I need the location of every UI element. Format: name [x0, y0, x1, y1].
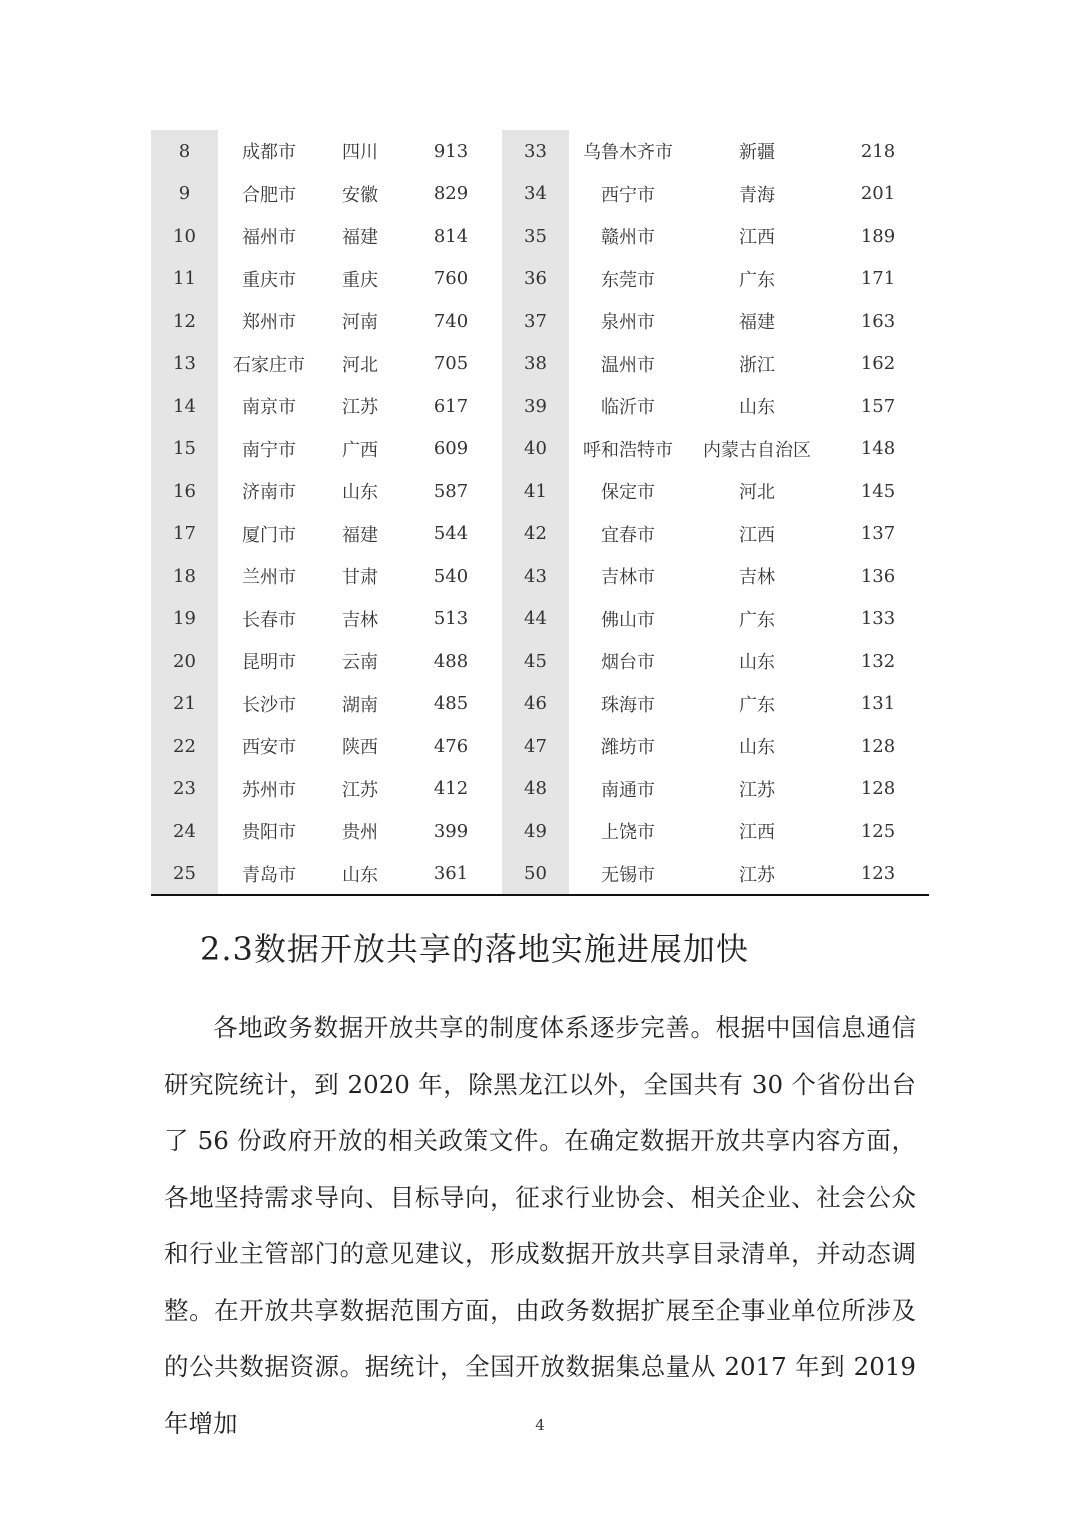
cell-city: 南京市	[242, 397, 296, 419]
cell-count: 476	[433, 735, 469, 757]
cell-province: 河北	[342, 354, 378, 376]
cell-province: 广西	[342, 439, 378, 461]
cell-province: 江苏	[342, 397, 378, 419]
cell-count: 162	[860, 353, 896, 375]
cell-count: 133	[860, 608, 896, 630]
cell-city: 南宁市	[242, 439, 296, 461]
cell-count: 137	[860, 523, 896, 545]
cell-city: 贵阳市	[242, 822, 296, 844]
cell-count: 705	[433, 353, 469, 375]
cell-province: 山东	[739, 397, 775, 419]
cell-city: 潍坊市	[601, 737, 655, 759]
cell-province: 四川	[342, 142, 378, 164]
cell-count: 132	[860, 650, 896, 672]
cell-rank: 47	[502, 725, 569, 768]
cell-province: 新疆	[739, 142, 775, 164]
cell-province: 陕西	[342, 737, 378, 759]
cell-count: 760	[433, 268, 469, 290]
cell-rank: 15	[151, 428, 218, 471]
cell-count: 814	[433, 225, 469, 247]
page-number: 4	[535, 1416, 545, 1434]
cell-rank: 41	[502, 470, 569, 513]
cell-rank: 34	[502, 173, 569, 216]
cell-count: 485	[433, 693, 469, 715]
table-row	[151, 130, 929, 173]
table-bottom-rule	[151, 894, 929, 896]
cell-province: 安徽	[342, 184, 378, 206]
cell-province: 福建	[342, 227, 378, 249]
cell-count: 171	[860, 268, 896, 290]
cell-count: 740	[433, 310, 469, 332]
cell-province: 云南	[342, 652, 378, 674]
table-row	[151, 300, 929, 343]
cell-city: 郑州市	[242, 312, 296, 334]
cell-city: 合肥市	[242, 184, 296, 206]
cell-count: 218	[860, 140, 896, 162]
cell-province: 河北	[739, 482, 775, 504]
cell-count: 145	[860, 480, 896, 502]
cell-rank: 46	[502, 683, 569, 726]
cell-province: 重庆	[342, 269, 378, 291]
cell-province: 江苏	[739, 864, 775, 886]
cell-city: 珠海市	[601, 694, 655, 716]
cell-city: 长春市	[242, 609, 296, 631]
cell-province: 江苏	[342, 779, 378, 801]
cell-province: 福建	[342, 524, 378, 546]
cell-province: 广东	[739, 694, 775, 716]
cell-city: 长沙市	[242, 694, 296, 716]
cell-city: 成都市	[242, 142, 296, 164]
cell-province: 内蒙古自治区	[703, 439, 811, 461]
cell-city: 西宁市	[601, 184, 655, 206]
cell-count: 163	[860, 310, 896, 332]
cell-city: 临沂市	[601, 397, 655, 419]
cell-count: 157	[860, 395, 896, 417]
cell-rank: 38	[502, 343, 569, 386]
cell-count: 189	[860, 225, 896, 247]
cell-rank: 25	[151, 853, 218, 896]
table-row	[151, 428, 929, 471]
cell-count: 123	[860, 863, 896, 885]
cell-rank: 10	[151, 215, 218, 258]
cell-rank: 42	[502, 513, 569, 556]
table-row	[151, 768, 929, 811]
cell-rank: 13	[151, 343, 218, 386]
cell-province: 吉林	[739, 567, 775, 589]
cell-city: 佛山市	[601, 609, 655, 631]
cell-count: 128	[860, 735, 896, 757]
cell-rank: 17	[151, 513, 218, 556]
table-row	[151, 385, 929, 428]
table-row	[151, 683, 929, 726]
cell-province: 福建	[739, 312, 775, 334]
cell-rank: 43	[502, 555, 569, 598]
cell-rank: 12	[151, 300, 218, 343]
cell-count: 513	[433, 608, 469, 630]
cell-count: 544	[433, 523, 469, 545]
cell-rank: 18	[151, 555, 218, 598]
cell-city: 厦门市	[242, 524, 296, 546]
cell-rank: 33	[502, 130, 569, 173]
cell-count: 131	[860, 693, 896, 715]
cell-count: 136	[860, 565, 896, 587]
ranking-table	[151, 130, 929, 895]
table-row	[151, 725, 929, 768]
cell-city: 东莞市	[601, 269, 655, 291]
cell-province: 甘肃	[342, 567, 378, 589]
cell-city: 福州市	[242, 227, 296, 249]
cell-province: 贵州	[342, 822, 378, 844]
cell-rank: 49	[502, 810, 569, 853]
cell-province: 吉林	[342, 609, 378, 631]
cell-count: 125	[860, 820, 896, 842]
cell-city: 重庆市	[242, 269, 296, 291]
cell-city: 乌鲁木齐市	[583, 142, 673, 164]
cell-city: 昆明市	[242, 652, 296, 674]
body-paragraph: 各地政务数据开放共享的制度体系逐步完善。根据中国信息通信研究院统计，到 2020 年，除黑龙江以外，全国共有 30 个省份出台了 56 份政府开放的相关政策文件。在确定数据开放共享内容方面，各地坚持需求导向、目标导向，征求行业协会、相关企业、社会公众和行业主管部门的意见建议，形成数据开放共享目录清单，并动态调整。在开放共享数据范围方面，由政务数据扩展至企事业单位所涉及的公共数据资源。据统计，全国开放数据集总量从 2017 年到 2019 年增加	[164, 1013, 916, 1438]
cell-count: 201	[860, 183, 896, 205]
cell-province: 江苏	[739, 779, 775, 801]
cell-city: 兰州市	[242, 567, 296, 589]
cell-city: 泉州市	[601, 312, 655, 334]
table-row	[151, 215, 929, 258]
cell-count: 617	[433, 395, 469, 417]
cell-rank: 23	[151, 768, 218, 811]
table-row	[151, 810, 929, 853]
cell-count: 913	[433, 140, 469, 162]
cell-city: 吉林市	[601, 567, 655, 589]
cell-rank: 48	[502, 768, 569, 811]
cell-rank: 22	[151, 725, 218, 768]
cell-province: 青海	[739, 184, 775, 206]
cell-rank: 11	[151, 258, 218, 301]
cell-rank: 39	[502, 385, 569, 428]
cell-rank: 37	[502, 300, 569, 343]
cell-city: 石家庄市	[233, 354, 305, 376]
cell-province: 山东	[342, 864, 378, 886]
cell-city: 济南市	[242, 482, 296, 504]
cell-city: 南通市	[601, 779, 655, 801]
cell-province: 山东	[739, 737, 775, 759]
cell-province: 江西	[739, 227, 775, 249]
cell-city: 宜春市	[601, 524, 655, 546]
cell-count: 148	[860, 438, 896, 460]
cell-count: 587	[433, 480, 469, 502]
table-body	[151, 130, 929, 895]
table-row	[151, 555, 929, 598]
cell-province: 浙江	[739, 354, 775, 376]
cell-rank: 21	[151, 683, 218, 726]
cell-rank: 14	[151, 385, 218, 428]
section-heading: 2.3数据开放共享的落地实施进展加快	[200, 930, 749, 968]
cell-count: 488	[433, 650, 469, 672]
cell-count: 540	[433, 565, 469, 587]
cell-city: 温州市	[601, 354, 655, 376]
table-row	[151, 258, 929, 301]
cell-rank: 50	[502, 853, 569, 896]
cell-rank: 44	[502, 598, 569, 641]
cell-count: 399	[433, 820, 469, 842]
table-row	[151, 640, 929, 683]
cell-city: 保定市	[601, 482, 655, 504]
cell-city: 上饶市	[601, 822, 655, 844]
table-row	[151, 470, 929, 513]
cell-count: 128	[860, 778, 896, 800]
cell-count: 829	[433, 183, 469, 205]
cell-city: 西安市	[242, 737, 296, 759]
cell-city: 烟台市	[601, 652, 655, 674]
cell-rank: 16	[151, 470, 218, 513]
cell-province: 江西	[739, 822, 775, 844]
cell-rank: 9	[151, 173, 218, 216]
table-row	[151, 853, 929, 896]
cell-province: 广东	[739, 609, 775, 631]
cell-city: 呼和浩特市	[583, 439, 673, 461]
cell-count: 412	[433, 778, 469, 800]
cell-rank: 40	[502, 428, 569, 471]
cell-city: 青岛市	[242, 864, 296, 886]
cell-province: 山东	[739, 652, 775, 674]
table-row	[151, 173, 929, 216]
cell-count: 609	[433, 438, 469, 460]
cell-rank: 24	[151, 810, 218, 853]
cell-rank: 36	[502, 258, 569, 301]
cell-rank: 45	[502, 640, 569, 683]
cell-rank: 19	[151, 598, 218, 641]
table-row	[151, 343, 929, 386]
cell-rank: 20	[151, 640, 218, 683]
cell-count: 361	[433, 863, 469, 885]
cell-rank: 8	[151, 130, 218, 173]
table-row	[151, 513, 929, 556]
cell-province: 湖南	[342, 694, 378, 716]
cell-city: 苏州市	[242, 779, 296, 801]
cell-province: 广东	[739, 269, 775, 291]
table-row	[151, 598, 929, 641]
cell-province: 江西	[739, 524, 775, 546]
cell-city: 无锡市	[601, 864, 655, 886]
cell-province: 河南	[342, 312, 378, 334]
cell-rank: 35	[502, 215, 569, 258]
cell-city: 赣州市	[601, 227, 655, 249]
cell-province: 山东	[342, 482, 378, 504]
